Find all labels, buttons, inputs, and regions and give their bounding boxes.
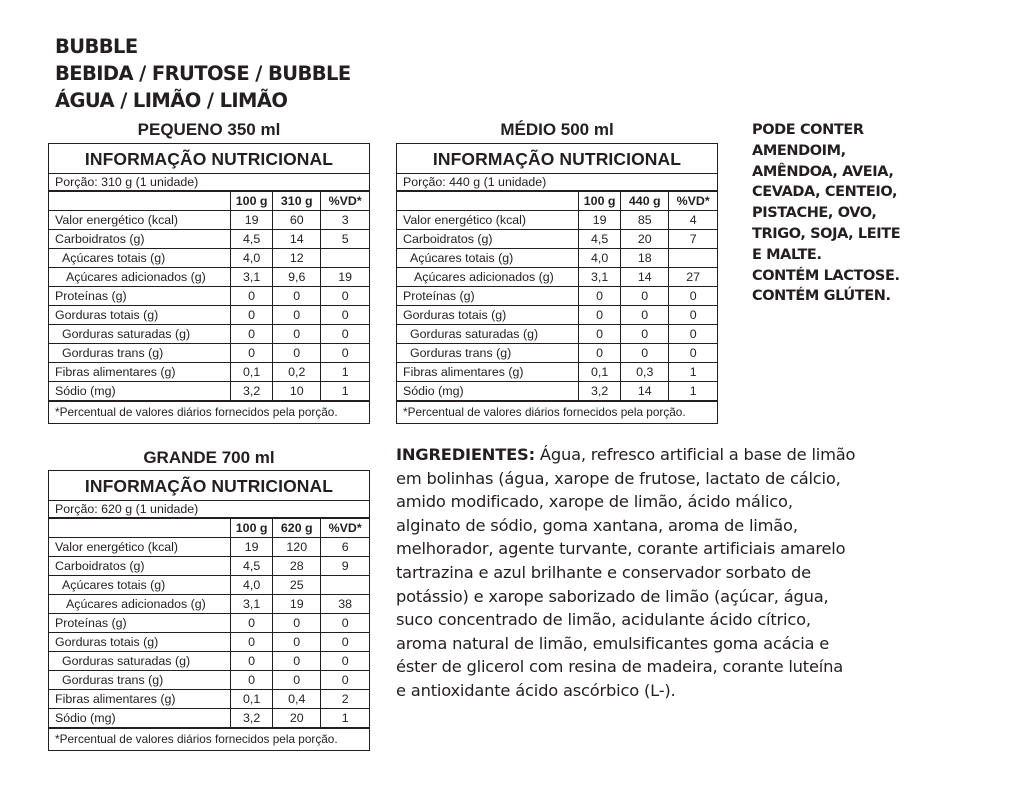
- header-per-portion: 620 g: [273, 519, 321, 538]
- nutrient-label: Valor energético (kcal): [49, 538, 231, 557]
- ingredients-line: tartrazina e azul brilhante e conservador sorbato de: [396, 562, 811, 582]
- product-title: [55, 33, 351, 114]
- nutrient-label: Proteínas (g): [49, 287, 231, 306]
- daily-value: 0: [669, 325, 717, 344]
- nutrient-label: Fibras alimentares (g): [49, 690, 231, 709]
- daily-value: 6: [321, 538, 369, 557]
- daily-value: 0: [321, 633, 369, 652]
- allergen-line: PISTACHE, OVO,: [752, 205, 877, 222]
- ingredients-line: aroma natural de limão, emulsificantes goma acácia e: [396, 633, 830, 653]
- nutrient-label: Gorduras totais (g): [49, 306, 231, 325]
- daily-value: 2: [321, 690, 369, 709]
- table-row: [49, 382, 369, 402]
- title-line: ÁGUA / LIMÃO / LIMÃO: [55, 89, 288, 112]
- nutrient-label: Valor energético (kcal): [49, 211, 231, 230]
- table-header-row: [397, 192, 717, 211]
- table-row: [49, 671, 369, 690]
- footnote: *Percentual de valores diários fornecidos pela porção.: [55, 405, 338, 419]
- table-row: [397, 382, 717, 402]
- table-row: [49, 230, 369, 249]
- ingredients-line: potássio) e xarope saborizado de limão (açúcar, água,: [396, 586, 829, 606]
- value-per-portion: 0: [273, 344, 321, 363]
- value-per-portion: 19: [273, 595, 321, 614]
- nutrition-table: [397, 192, 717, 402]
- value-per-portion: 20: [273, 709, 321, 729]
- value-per-portion: 0: [273, 325, 321, 344]
- nutrition-panel-small: [48, 143, 370, 424]
- nutrient-label: Açúcares adicionados (g): [49, 268, 231, 287]
- daily-value: 0: [321, 287, 369, 306]
- value-per-portion: 10: [273, 382, 321, 402]
- value-per-portion: 0: [273, 652, 321, 671]
- value-per-100g: 0: [231, 287, 273, 306]
- table-row: [49, 557, 369, 576]
- portion-size: Porção: 620 g (1 unidade): [49, 501, 369, 519]
- daily-value: 1: [321, 382, 369, 402]
- allergen-line: AMENDOIM,: [752, 142, 846, 159]
- footnote: *Percentual de valores diários fornecidos pela porção.: [403, 405, 686, 419]
- daily-value: 9: [321, 557, 369, 576]
- value-per-portion: 0: [621, 287, 669, 306]
- nutrient-label: Carboidratos (g): [49, 230, 231, 249]
- value-per-100g: 0: [231, 671, 273, 690]
- nutrient-label: Carboidratos (g): [49, 557, 231, 576]
- daily-value: 1: [321, 363, 369, 382]
- nutrient-label: Sódio (mg): [49, 382, 231, 402]
- value-per-portion: 18: [621, 249, 669, 268]
- panel-heading: INFORMAÇÃO NUTRICIONAL: [49, 471, 369, 501]
- table-row: [49, 363, 369, 382]
- nutrition-table: [49, 519, 369, 729]
- nutrient-label: Açúcares adicionados (g): [49, 595, 231, 614]
- value-per-portion: 25: [273, 576, 321, 595]
- ingredients-text: [396, 443, 896, 703]
- value-per-portion: 0: [273, 306, 321, 325]
- value-per-100g: 3,1: [231, 268, 273, 287]
- daily-value: 0: [669, 287, 717, 306]
- nutrient-label: Valor energético (kcal): [397, 211, 579, 230]
- ingredients-line: éster de glicerol com resina de madeira, corante luteína: [396, 657, 844, 677]
- nutrient-label: Proteínas (g): [49, 614, 231, 633]
- table-row: [49, 287, 369, 306]
- allergen-line: PODE CONTER: [752, 122, 864, 138]
- header-blank: [49, 192, 231, 211]
- size-label-large: GRANDE 700 ml: [143, 448, 275, 467]
- nutrient-label: Gorduras trans (g): [49, 671, 231, 690]
- value-per-100g: 4,0: [579, 249, 621, 268]
- header-daily-value: %VD*: [321, 192, 369, 211]
- nutrient-label: Gorduras saturadas (g): [49, 652, 231, 671]
- allergen-line: CONTÉM LACTOSE.: [752, 267, 900, 284]
- daily-value: 0: [669, 344, 717, 363]
- value-per-100g: 0: [231, 344, 273, 363]
- daily-value: [321, 249, 369, 268]
- allergen-line: CONTÉM GLÚTEN.: [752, 288, 891, 305]
- value-per-100g: 0: [231, 633, 273, 652]
- value-per-100g: 19: [231, 538, 273, 557]
- value-per-100g: 0,1: [231, 690, 273, 709]
- value-per-100g: 3,2: [579, 382, 621, 402]
- table-row: [49, 576, 369, 595]
- value-per-100g: 0: [579, 344, 621, 363]
- daily-value: 1: [669, 363, 717, 382]
- value-per-portion: 60: [273, 211, 321, 230]
- nutrient-label: Gorduras saturadas (g): [397, 325, 579, 344]
- header-daily-value: %VD*: [321, 519, 369, 538]
- daily-value: 0: [321, 614, 369, 633]
- value-per-100g: 0: [231, 614, 273, 633]
- daily-value: 0: [321, 671, 369, 690]
- value-per-portion: 0,3: [621, 363, 669, 382]
- value-per-100g: 0: [579, 287, 621, 306]
- allergen-line: CEVADA, CENTEIO,: [752, 184, 898, 201]
- value-per-100g: 4,5: [231, 230, 273, 249]
- portion-size: Porção: 440 g (1 unidade): [397, 174, 717, 192]
- header-per-portion: 440 g: [621, 192, 669, 211]
- value-per-100g: 0: [579, 325, 621, 344]
- table-row: [49, 344, 369, 363]
- ingredients-line: em bolinhas (água, xarope de frutose, lactato de cálcio,: [396, 468, 841, 488]
- nutrient-label: Carboidratos (g): [397, 230, 579, 249]
- value-per-portion: 14: [273, 230, 321, 249]
- allergen-line: AMÊNDOA, AVEIA,: [752, 163, 894, 180]
- value-per-100g: 19: [231, 211, 273, 230]
- nutrient-label: Açúcares totais (g): [49, 576, 231, 595]
- header-daily-value: %VD*: [669, 192, 717, 211]
- nutrient-label: Sódio (mg): [397, 382, 579, 402]
- portion-size: Porção: 310 g (1 unidade): [49, 174, 369, 192]
- table-row: [397, 363, 717, 382]
- nutrient-label: Açúcares totais (g): [397, 249, 579, 268]
- value-per-portion: 28: [273, 557, 321, 576]
- value-per-100g: 19: [579, 211, 621, 230]
- title-line: BUBBLE: [55, 35, 138, 58]
- table-row: [49, 268, 369, 287]
- value-per-portion: 14: [621, 268, 669, 287]
- value-per-portion: 0: [621, 325, 669, 344]
- value-per-portion: 120: [273, 538, 321, 557]
- table-row: [397, 230, 717, 249]
- table-row: [397, 211, 717, 230]
- value-per-100g: 3,2: [231, 382, 273, 402]
- table-row: [49, 709, 369, 729]
- nutrient-label: Fibras alimentares (g): [49, 363, 231, 382]
- value-per-portion: 0: [621, 344, 669, 363]
- table-row: [49, 538, 369, 557]
- ingredients-line: melhorador, agente turvante, corante artificiais amarelo: [396, 539, 846, 559]
- daily-value: 1: [669, 382, 717, 402]
- table-header-row: [49, 192, 369, 211]
- ingredients-line: [396, 443, 896, 467]
- header-per-100g: 100 g: [231, 519, 273, 538]
- value-per-100g: 0: [579, 306, 621, 325]
- value-per-portion: 0: [273, 287, 321, 306]
- panel-heading: INFORMAÇÃO NUTRICIONAL: [49, 144, 369, 174]
- header-per-100g: 100 g: [231, 192, 273, 211]
- daily-value: 5: [321, 230, 369, 249]
- value-per-portion: 0: [273, 614, 321, 633]
- ingredients-line: suco concentrado de limão, acidulante ácido cítrico,: [396, 610, 811, 630]
- table-row: [49, 249, 369, 268]
- table-row: [397, 268, 717, 287]
- table-row: [49, 652, 369, 671]
- table-header-row: [49, 519, 369, 538]
- daily-value: 0: [321, 652, 369, 671]
- value-per-portion: 0,4: [273, 690, 321, 709]
- table-row: [397, 344, 717, 363]
- daily-value: 7: [669, 230, 717, 249]
- table-row: [397, 325, 717, 344]
- header-per-portion: 310 g: [273, 192, 321, 211]
- ingredients-line: e antioxidante ácido ascórbico (L-).: [396, 680, 676, 700]
- size-label-medium: MÉDIO 500 ml: [500, 120, 614, 139]
- daily-value: [321, 576, 369, 595]
- value-per-portion: 9,6: [273, 268, 321, 287]
- ingredients-line-text: Água, refresco artificial a base de limão: [534, 445, 856, 464]
- daily-value: 4: [669, 211, 717, 230]
- nutrition-table: [49, 192, 369, 402]
- value-per-100g: 4,0: [231, 576, 273, 595]
- allergen-warning: [752, 120, 942, 307]
- value-per-portion: 0: [273, 633, 321, 652]
- nutrient-label: Fibras alimentares (g): [397, 363, 579, 382]
- table-row: [397, 249, 717, 268]
- daily-value: 1: [321, 709, 369, 729]
- size-label-small: PEQUENO 350 ml: [137, 120, 281, 139]
- value-per-100g: 3,1: [231, 595, 273, 614]
- nutrition-panel-large: [48, 470, 370, 751]
- nutrient-label: Gorduras saturadas (g): [49, 325, 231, 344]
- daily-value: 0: [321, 325, 369, 344]
- nutrient-label: Gorduras totais (g): [49, 633, 231, 652]
- value-per-100g: 0,1: [579, 363, 621, 382]
- ingredients-line: amido modificado, xarope de limão, ácido málico,: [396, 492, 793, 512]
- value-per-100g: 4,0: [231, 249, 273, 268]
- value-per-100g: 0: [231, 652, 273, 671]
- daily-value: 3: [321, 211, 369, 230]
- daily-value: 0: [321, 306, 369, 325]
- value-per-portion: 20: [621, 230, 669, 249]
- nutrition-panel-medium: [396, 143, 718, 424]
- allergen-line: TRIGO, SOJA, LEITE: [752, 225, 901, 242]
- header-per-100g: 100 g: [579, 192, 621, 211]
- header-blank: [49, 519, 231, 538]
- ingredients-label: INGREDIENTES:: [396, 445, 535, 464]
- value-per-100g: 0: [231, 306, 273, 325]
- value-per-100g: 0,1: [231, 363, 273, 382]
- nutrient-label: Gorduras trans (g): [397, 344, 579, 363]
- value-per-portion: 0: [273, 671, 321, 690]
- nutrient-label: Gorduras totais (g): [397, 306, 579, 325]
- value-per-portion: 0: [621, 306, 669, 325]
- nutrient-label: Açúcares adicionados (g): [397, 268, 579, 287]
- table-row: [49, 633, 369, 652]
- nutrient-label: Sódio (mg): [49, 709, 231, 729]
- table-row: [49, 690, 369, 709]
- table-row: [397, 306, 717, 325]
- ingredients-line: alginato de sódio, goma xantana, aroma de limão,: [396, 515, 798, 535]
- daily-value: 19: [321, 268, 369, 287]
- daily-value: 0: [669, 306, 717, 325]
- table-row: [397, 287, 717, 306]
- daily-value: 27: [669, 268, 717, 287]
- table-row: [49, 595, 369, 614]
- table-row: [49, 211, 369, 230]
- title-line: BEBIDA / FRUTOSE / BUBBLE: [55, 62, 351, 85]
- nutrient-label: Proteínas (g): [397, 287, 579, 306]
- allergen-line: E MALTE.: [752, 246, 822, 263]
- value-per-100g: 3,2: [231, 709, 273, 729]
- nutrient-label: Açúcares totais (g): [49, 249, 231, 268]
- value-per-100g: 0: [231, 325, 273, 344]
- value-per-portion: 14: [621, 382, 669, 402]
- table-row: [49, 614, 369, 633]
- value-per-portion: 85: [621, 211, 669, 230]
- value-per-100g: 4,5: [231, 557, 273, 576]
- value-per-100g: 3,1: [579, 268, 621, 287]
- daily-value: [669, 249, 717, 268]
- table-row: [49, 306, 369, 325]
- footnote: *Percentual de valores diários fornecidos pela porção.: [55, 732, 338, 746]
- nutrient-label: Gorduras trans (g): [49, 344, 231, 363]
- daily-value: 0: [321, 344, 369, 363]
- value-per-portion: 12: [273, 249, 321, 268]
- panel-heading: INFORMAÇÃO NUTRICIONAL: [397, 144, 717, 174]
- value-per-portion: 0,2: [273, 363, 321, 382]
- daily-value: 38: [321, 595, 369, 614]
- header-blank: [397, 192, 579, 211]
- value-per-100g: 4,5: [579, 230, 621, 249]
- table-row: [49, 325, 369, 344]
